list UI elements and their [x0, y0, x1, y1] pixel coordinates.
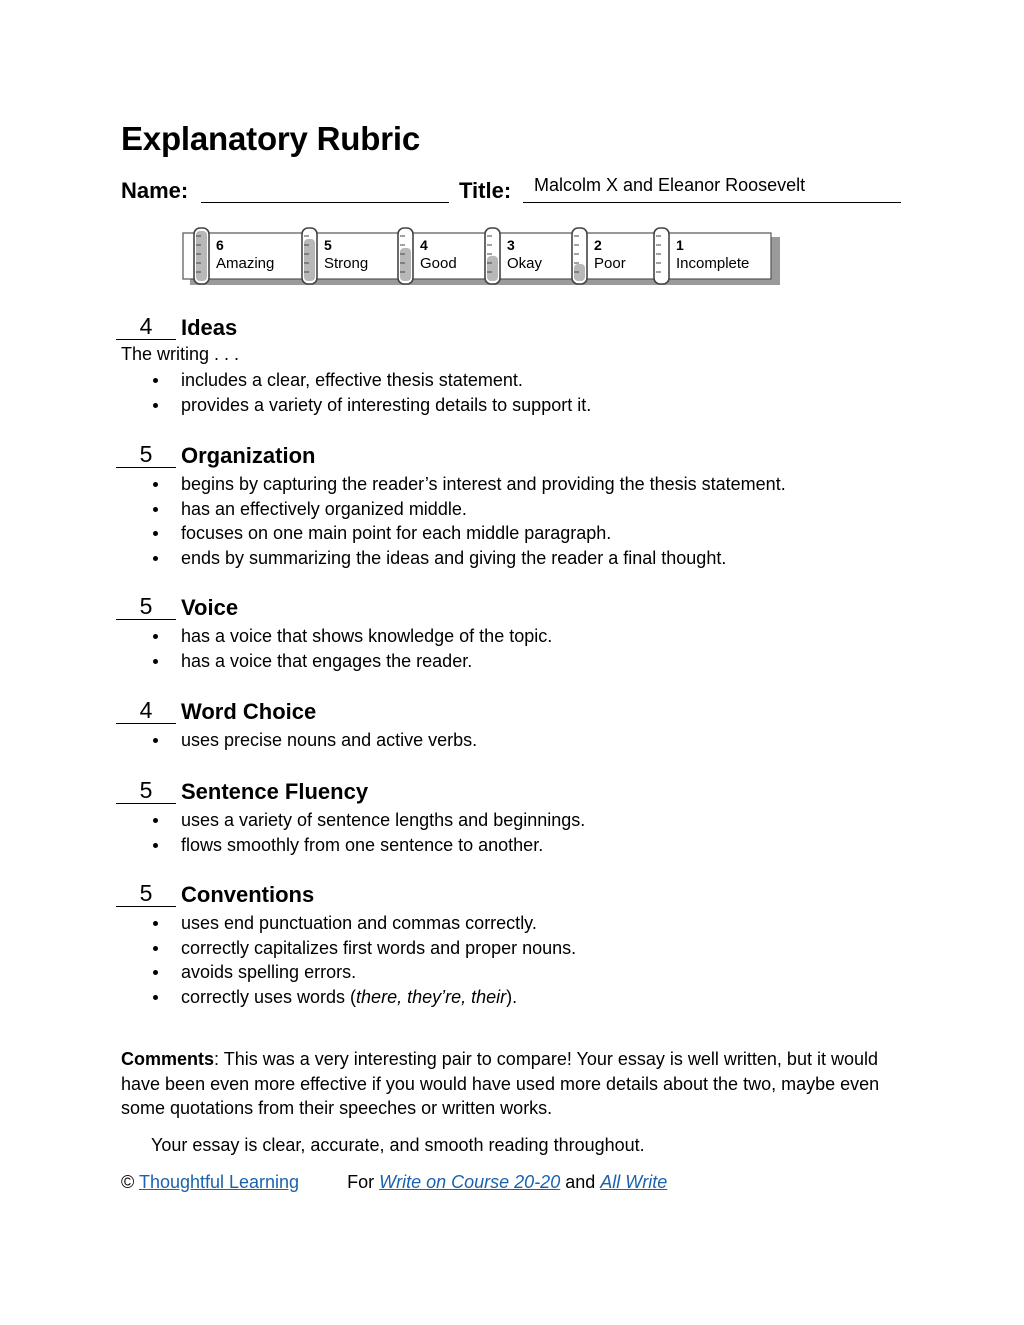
name-field[interactable]: [201, 202, 449, 203]
criteria-item: begins by capturing the reader’s interest and providing the thesis statement.: [116, 472, 786, 497]
name-label: Name:: [121, 178, 189, 203]
criteria-item: has an effectively organized middle.: [116, 497, 786, 522]
footer-for-text: For: [347, 1172, 375, 1192]
criteria-list: [116, 472, 786, 570]
comments-block: [121, 1047, 911, 1121]
criteria-item: ends by summarizing the ideas and giving the reader a final thought.: [116, 546, 786, 571]
score-field[interactable]: 5: [116, 593, 176, 620]
criteria-item: uses a variety of sentence lengths and beginnings.: [116, 808, 585, 833]
criteria-item: uses end punctuation and commas correctly.: [116, 911, 576, 936]
criteria-item: flows smoothly from one sentence to another.: [116, 833, 585, 858]
title-label: Title:: [459, 178, 512, 203]
scale-label: Okay: [507, 255, 543, 272]
footer-and-text: and: [565, 1172, 596, 1192]
criteria-item: has a voice that engages the reader.: [116, 649, 552, 674]
criteria-item: provides a variety of interesting details to support it.: [116, 393, 591, 418]
scale-label: Poor: [594, 255, 626, 272]
criteria-list: [116, 624, 552, 673]
scale-number: 2: [594, 237, 602, 253]
criteria-example-words: there, they’re, their: [356, 986, 507, 1007]
tube-fill-level: [400, 248, 411, 281]
scale-label: Incomplete: [676, 255, 750, 272]
scale-number: 1: [676, 237, 684, 253]
section-heading: Voice: [181, 595, 239, 620]
score-field[interactable]: 5: [116, 880, 176, 907]
criteria-item: avoids spelling errors.: [116, 960, 576, 985]
scale-number: 3: [507, 237, 515, 253]
criteria-text: correctly uses words (: [181, 986, 357, 1007]
title-value: Malcolm X and Eleanor Roosevelt: [534, 175, 806, 195]
criteria-item: focuses on one main point for each middle paragraph.: [116, 521, 786, 546]
section-intro: The writing . . .: [121, 344, 240, 364]
score-scale: [182, 226, 782, 292]
score-field[interactable]: 5: [116, 441, 176, 468]
criteria-item: [116, 985, 576, 1010]
section-heading: Word Choice: [181, 699, 317, 724]
score-field[interactable]: 5: [116, 777, 176, 804]
book-link-write-on-course[interactable]: Write on Course 20-20: [379, 1172, 561, 1192]
score-field[interactable]: 4: [116, 313, 176, 340]
score-field[interactable]: 4: [116, 697, 176, 724]
criteria-item: uses precise nouns and active verbs.: [116, 728, 477, 753]
scale-number: 5: [324, 237, 332, 253]
section-heading: Ideas: [181, 315, 238, 340]
criteria-item: includes a clear, effective thesis statement.: [116, 368, 591, 393]
criteria-list: [116, 911, 576, 1009]
scale-label: Amazing: [216, 255, 275, 272]
copyright-symbol: ©: [121, 1172, 135, 1192]
section-heading: Conventions: [181, 882, 315, 907]
tube-fill-level: [487, 256, 498, 281]
book-link-all-write[interactable]: All Write: [600, 1172, 668, 1192]
criteria-list: [116, 728, 477, 753]
comments-text: : This was a very interesting pair to compare! Your essay is well written, but it would have been even more effective if you would have used more details about the two, maybe even some quotations from their speeches or written works.: [121, 1049, 880, 1119]
header-fields: [121, 175, 901, 207]
page-title: Explanatory Rubric: [121, 120, 420, 157]
criteria-item: has a voice that shows knowledge of the topic.: [116, 624, 552, 649]
scale-number: 4: [420, 237, 428, 253]
criteria-list: [116, 808, 585, 857]
publisher-link[interactable]: Thoughtful Learning: [138, 1172, 300, 1192]
tube-fill-level: [196, 231, 207, 281]
scale-label: Strong: [324, 255, 369, 272]
scale-number: 6: [216, 237, 224, 253]
criteria-text: ).: [506, 986, 518, 1007]
footer: [121, 1172, 667, 1193]
criteria-list: [116, 368, 591, 417]
section-heading: Organization: [181, 443, 316, 468]
comments-label: Comments: [121, 1049, 215, 1069]
comments-followup: Your essay is clear, accurate, and smooth reading throughout.: [151, 1135, 645, 1155]
criteria-item: correctly capitalizes first words and proper nouns.: [116, 936, 576, 961]
title-field[interactable]: [523, 202, 901, 203]
scale-label: Good: [420, 255, 457, 272]
section-heading: Sentence Fluency: [181, 779, 369, 804]
